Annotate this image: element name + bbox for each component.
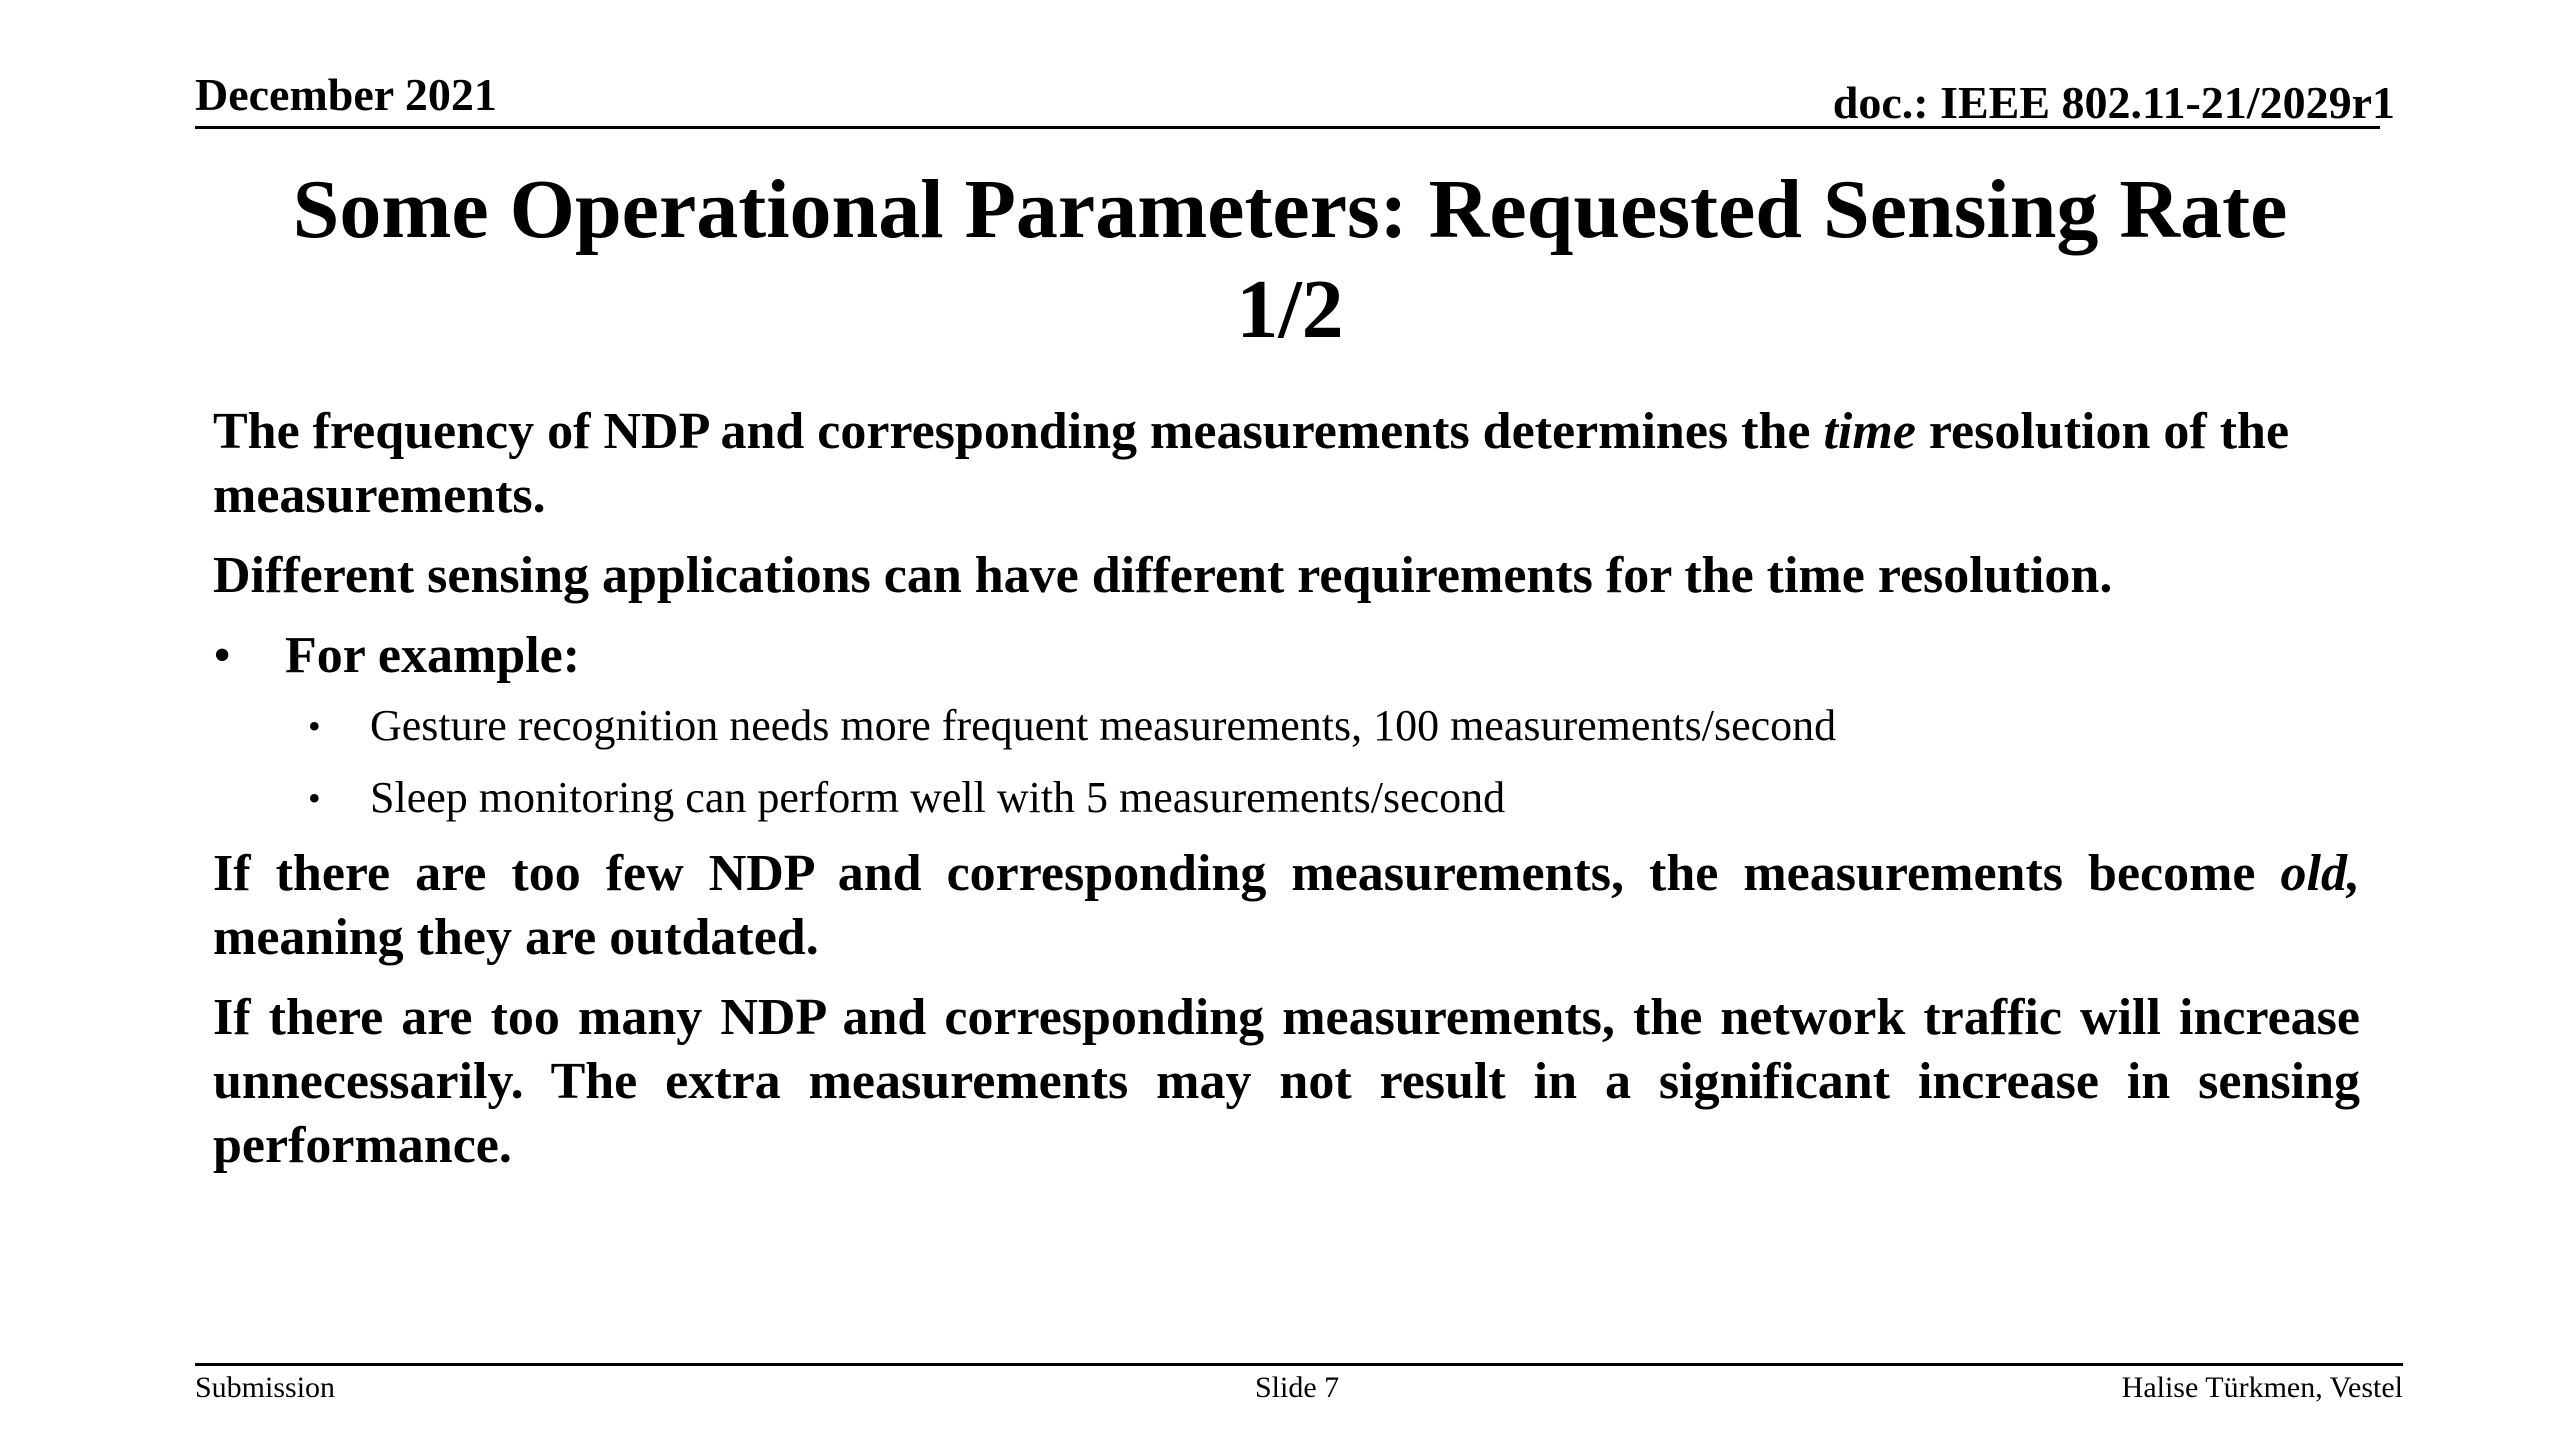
- paragraph-too-few: [213, 842, 2360, 970]
- sub-bullet-dot-icon: •: [308, 706, 321, 746]
- header-doc-id: doc.: IEEE 802.11-21/2029r1: [1832, 77, 2395, 128]
- slide-title-line-2: 1/2: [1236, 263, 1344, 356]
- bullet-label: For example:: [285, 627, 581, 684]
- sub-bullet-label: Sleep monitoring can perform well with 5 measurements/second: [370, 773, 1506, 822]
- paragraph-too-many: If there are too many NDP and corresponding measurements, the network traffic will increase unnecessarily. The extra measurements may not result in a significant increase in sensing performance.: [213, 989, 2360, 1174]
- paragraph-1-text-end: resolution of the measurements.: [213, 403, 2290, 524]
- bullet-item: [213, 624, 2360, 688]
- slide-title: [180, 160, 2400, 360]
- sub-bullet-label: Gesture recognition needs more frequent measurements, 100 measurements/second: [370, 701, 1837, 750]
- sub-bullet-item: [213, 770, 2360, 826]
- paragraph-3-text-end: meaning they are outdated.: [213, 909, 819, 966]
- footer-divider: [195, 1363, 2403, 1366]
- footer-slide-number: Slide 7: [1255, 1371, 1340, 1404]
- header-divider: [195, 126, 2380, 129]
- slide-body: [213, 400, 2360, 1194]
- footer-author: Halise Türkmen, Vestel: [2121, 1371, 2403, 1404]
- slide-title-line-1: Some Operational Parameters: Requested Sensing Rate: [292, 163, 2288, 256]
- paragraph-3-text-start: If there are too few NDP and corresponding measurements, the measurements become: [213, 845, 2281, 902]
- paragraph-time-resolution: [213, 400, 2360, 528]
- paragraph-different-requirements: Different sensing applications can have different requirements for the time resolution.: [213, 547, 2113, 604]
- sub-bullet-item: [213, 698, 2360, 754]
- header-date: December 2021: [195, 69, 497, 120]
- footer-submission: Submission: [195, 1371, 336, 1404]
- sub-bullet-dot-icon: •: [308, 778, 321, 818]
- paragraph-1-italic-word: time: [1823, 403, 1916, 460]
- bullet-dot-icon: •: [213, 627, 232, 684]
- paragraph-1-text-start: The frequency of NDP and corresponding measurements determines the: [213, 403, 1824, 460]
- paragraph-3-italic-word: old,: [2280, 845, 2360, 902]
